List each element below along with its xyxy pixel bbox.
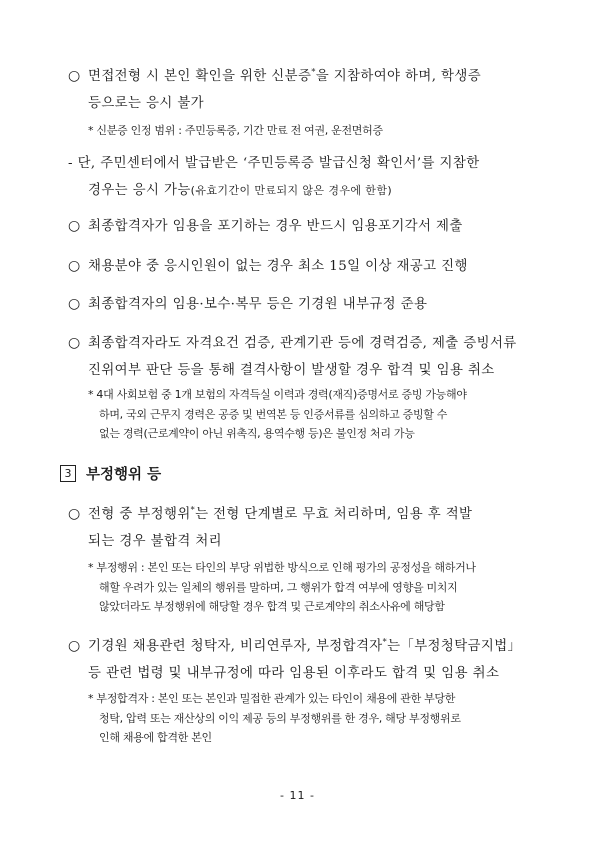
note-id-scope: * 신분증 인정 범위 : 주민등록증, 기간 만료 전 여권, 운전면허증 — [88, 124, 383, 137]
item-resident-center-exception: - 단, 주민센터에서 발급받은 ‘주민등록증 발급신청 확인서’를 지참한 경우는 응시 가능(유효기간이 만료되지 않은 경우에 한함) — [68, 156, 480, 198]
section-heading — [60, 463, 161, 484]
page-number: - 11 - — [280, 789, 315, 802]
section-title: 부정행위 등 — [86, 467, 162, 483]
bullet-marker: ○ — [68, 258, 81, 274]
bullet-marker: ○ — [68, 218, 81, 234]
bullet-marker: ○ — [68, 506, 81, 522]
bullet-marker: ○ — [68, 296, 81, 312]
section-number-box: 3 — [60, 465, 76, 482]
bullet-marker: ○ — [68, 68, 81, 84]
item-solicitation: 기경원 채용관련 청탁자, 비리연루자, 부정합격자*는「부정청탁금지법」 등 관련 법령 및 내부규정에 따라 임용된 이후라도 합격 및 임용 취소 — [88, 637, 522, 681]
item-internal-rules: 최종합격자의 임용·보수·복무 등은 기경원 내부규정 준용 — [88, 297, 428, 312]
bullet-marker: ○ — [68, 638, 81, 654]
item-id-verification: 면접전형 시 본인 확인을 위한 신분증*을 지참하여야 하며, 학생증 등으로는 응시 불가 — [88, 67, 482, 111]
note-misconduct-definition: * 부정행위 : 본인 또는 타인의 부당 위법한 방식으로 인해 평가의 공정성을 해하거나 해할 우려가 있는 일체의 행위를 말하며, 그 행위가 합격 여부에 영향을 미치지 않았더라도 부정행위에 해당할 경우 합격 및 근로계약의 취소사유에 해당함 — [88, 561, 476, 613]
item-appointment-waiver: 최종합격자가 임용을 포기하는 경우 반드시 임용포기각서 제출 — [88, 219, 463, 234]
footnote-mark: * — [311, 67, 316, 77]
note-career-proof: * 4대 사회보험 중 1개 보험의 자격득실 이력과 경력(재직)증명서로 증빙 가능해야 하며, 국외 근무지 경력은 공증 및 번역본 등 인증서류를 심의하고 증빙할 수 없는 경력(근로계약이 아닌 위촉직, 용역수행 등)은 불인정 처리 가능 — [88, 388, 467, 440]
bullet-marker: ○ — [68, 335, 81, 351]
footnote-mark: * — [190, 505, 196, 515]
item-qualification-check: 최종합격자라도 자격요건 검증, 관계기관 등에 경력검증, 제출 증빙서류 진위여부 판단 등을 통해 결격사항이 발생할 경우 합격 및 임용 취소 — [88, 336, 517, 378]
item-misconduct: 전형 중 부정행위*는 전형 단계별로 무효 처리하며, 임용 후 적발 되는 경우 불합격 처리 — [88, 505, 473, 549]
item-re-announcement: 채용분야 중 응시인원이 없는 경우 최소 15일 이상 재공고 진행 — [88, 259, 468, 274]
note-fraudulent-hire-definition: * 부정합격자 : 본인 또는 본인과 밀접한 관계가 있는 타인이 채용에 관한 부당한 청탁, 압력 또는 재산상의 이익 제공 등의 부정행위를 한 경우, 해당 부정행위로 인해 채용에 합격한 본인 — [88, 692, 461, 744]
footnote-mark: * — [382, 637, 388, 647]
